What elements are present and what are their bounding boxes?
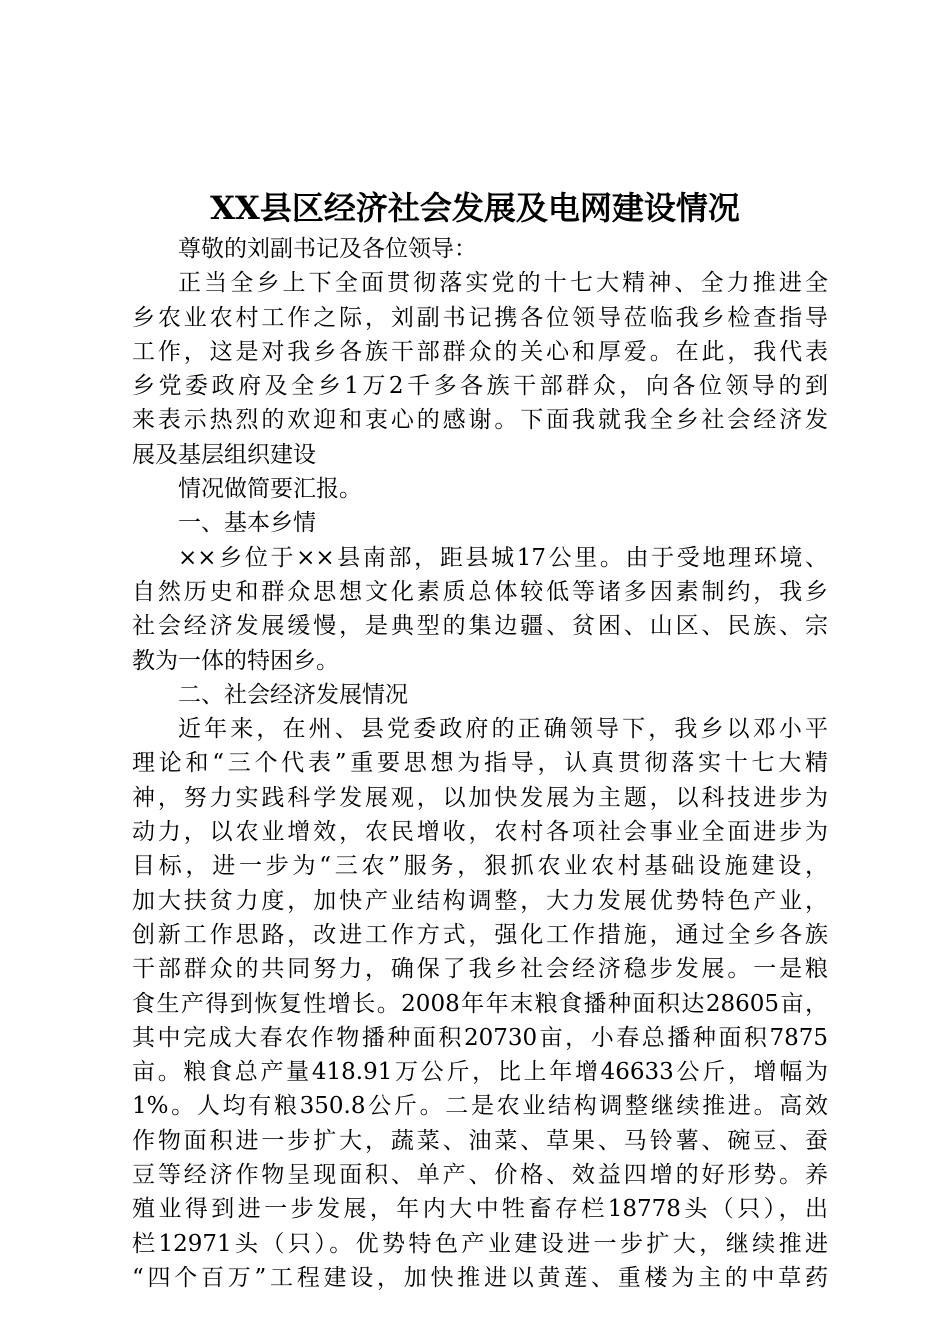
text-line: 栏12971头（只）。优势特色产业建设进一步扩大，继续推进 bbox=[132, 1230, 828, 1257]
text-line: 神，努力实践科学发展观，以加快发展为主题，以科技进步为 bbox=[132, 784, 828, 811]
text-line: 食生产得到恢复性增长。2008年年末粮食播种面积达28605亩， bbox=[132, 990, 828, 1017]
text-line: ××乡位于××县南部，距县城17公里。由于受地理环境、 bbox=[178, 544, 828, 571]
text-line: 自然历史和群众思想文化素质总体较低等诸多因素制约，我乡 bbox=[132, 578, 828, 605]
document-body bbox=[132, 232, 828, 1295]
text-line: 亩。粮食总产量418.91万公斤，比上年增46633公斤，增幅为 bbox=[132, 1059, 828, 1086]
text-line: 情况做简要汇报。 bbox=[178, 476, 362, 503]
text-line: 豆等经济作物呈现面积、单产、价格、效益四增的好形势。养 bbox=[132, 1162, 828, 1189]
section1-paragraph bbox=[132, 541, 828, 678]
text-line: 作物面积进一步扩大，蔬菜、油菜、草果、马铃薯、碗豆、蚕 bbox=[132, 1127, 828, 1154]
text-line: 展及基层组织建设 bbox=[132, 441, 316, 468]
intro-paragraph bbox=[132, 266, 828, 472]
text-line: 来表示热烈的欢迎和衷心的感谢。下面我就我全乡社会经济发 bbox=[132, 407, 828, 434]
text-line: 近年来，在州、县党委政府的正确领导下，我乡以邓小平 bbox=[178, 716, 828, 743]
text-line: 加大扶贫力度，加快产业结构调整，大力发展优势特色产业， bbox=[132, 887, 828, 914]
text-line: 创新工作思路，改进工作方式，强化工作措施，通过全乡各族 bbox=[132, 921, 828, 948]
text-line: 乡农业农村工作之际，刘副书记携各位领导莅临我乡检查指导 bbox=[132, 304, 828, 331]
section-heading-basic bbox=[132, 506, 828, 540]
text-line: 社会经济发展缓慢，是典型的集边疆、贫困、山区、民族、宗 bbox=[132, 613, 828, 640]
intro-tail-paragraph bbox=[132, 472, 828, 506]
text-line: 目标，进一步为“三农”服务，狠抓农业农村基础设施建设， bbox=[132, 853, 828, 880]
text-line: 动力，以农业增效，农民增收，农村各项社会事业全面进步为 bbox=[132, 819, 828, 846]
text-line: 正当全乡上下全面贯彻落实党的十七大精神、全力推进全 bbox=[178, 270, 828, 297]
section2-paragraph bbox=[132, 712, 828, 1295]
text-line: 乡党委政府及全乡1万2千多各族干部群众，向各位领导的到 bbox=[132, 373, 828, 400]
section-heading: 一、基本乡情 bbox=[178, 510, 316, 537]
text-line: 1%。人均有粮350.8公斤。二是农业结构调整继续推进。高效 bbox=[132, 1093, 828, 1120]
section-heading: 二、社会经济发展情况 bbox=[178, 681, 408, 708]
text-line: 工作，这是对我乡各族干部群众的关心和厚爱。在此，我代表 bbox=[132, 338, 828, 365]
text-line: 理论和“三个代表”重要思想为指导，认真贯彻落实十七大精 bbox=[132, 750, 828, 777]
greeting-line: 尊敬的刘副书记及各位领导： bbox=[178, 236, 477, 262]
text-line: 其中完成大春农作物播种面积20730亩，小春总播种面积7875 bbox=[132, 1024, 828, 1051]
greeting-paragraph bbox=[132, 232, 828, 266]
text-line: 殖业得到进一步发展，年内大中牲畜存栏18778头（只），出 bbox=[132, 1196, 828, 1223]
text-line: “四个百万”工程建设，加快推进以黄莲、重楼为主的中草药 bbox=[132, 1264, 828, 1291]
text-line: 教为一体的特困乡。 bbox=[132, 647, 339, 674]
text-line: 干部群众的共同努力，确保了我乡社会经济稳步发展。一是粮 bbox=[132, 956, 828, 983]
document-title: XX县区经济社会发展及电网建设情况 bbox=[210, 189, 740, 227]
section-heading-economy bbox=[132, 678, 828, 712]
